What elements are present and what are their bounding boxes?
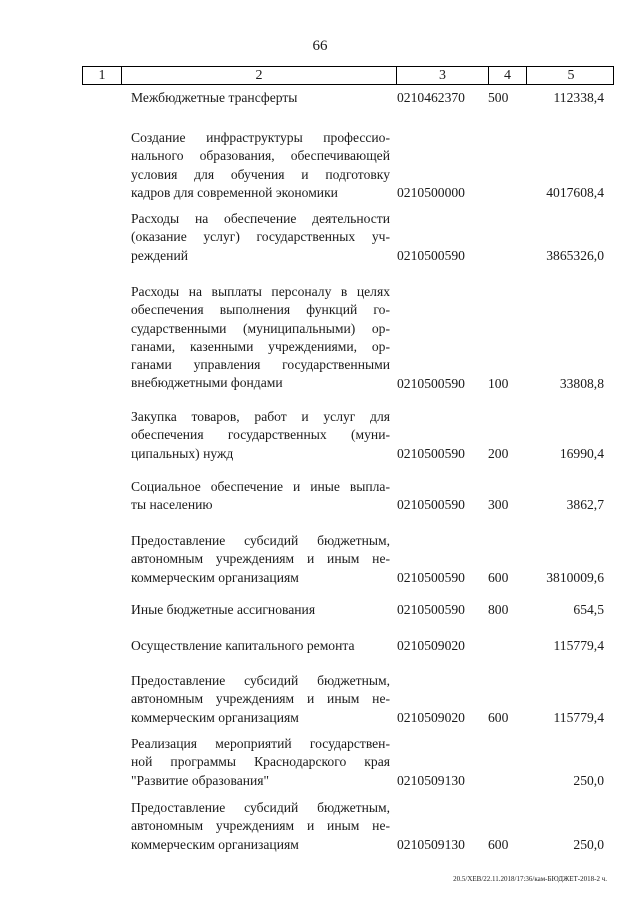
row-expense-type: 200: [488, 445, 509, 461]
row-amount: 654,5: [573, 602, 604, 617]
description-line: условия для обучения и подготовку: [131, 166, 390, 182]
description-line: Расходы на выплаты персоналу в целях: [131, 284, 390, 299]
row-description: [131, 601, 390, 619]
row-description: [131, 210, 390, 265]
row-description: [131, 89, 390, 107]
row-code: 0210509130: [397, 836, 465, 852]
row-code: 0210500590: [397, 602, 465, 617]
description-line: реждений: [131, 247, 188, 263]
description-line: внебюджетными фондами: [131, 375, 283, 391]
row-description: [131, 735, 390, 790]
row-expense-type: 500: [488, 90, 509, 105]
description-line: Осуществление капитального ремонта: [131, 638, 355, 653]
row-code: 0210509020: [397, 638, 465, 653]
row-description: [131, 637, 390, 655]
description-line: коммерческим организациям: [131, 709, 299, 725]
row-amount: 115779,4: [553, 638, 604, 653]
row-code: 0210500590: [397, 247, 465, 263]
description-line: ты населению: [131, 497, 213, 513]
description-line: обеспечения выполнения функций го-: [131, 302, 390, 318]
row-description: [131, 283, 390, 393]
description-line: ной программы Краснодарского края: [131, 754, 390, 770]
row-amount: 3862,7: [566, 497, 604, 513]
row-code: 0210500590: [397, 569, 465, 585]
description-line: автономным учреждениям и иным не-: [131, 818, 390, 834]
row-code: 0210500590: [397, 497, 465, 513]
row-amount: 3865326,0: [546, 247, 604, 263]
row-expense-type: 600: [488, 836, 509, 852]
row-code: 0210462370: [397, 90, 465, 105]
row-code: 0210500590: [397, 375, 465, 391]
row-description: [131, 799, 390, 854]
row-code: 0210500000: [397, 184, 465, 200]
row-amount: 4017608,4: [546, 184, 604, 200]
description-line: автономным учреждениям и иным не-: [131, 551, 390, 567]
row-amount: 33808,8: [559, 375, 604, 391]
row-code: 0210500590: [397, 445, 465, 461]
page-number: 66: [312, 38, 328, 54]
description-line: Создание инфраструктуры профессио-: [131, 130, 390, 145]
header-col-1: 1: [83, 67, 122, 84]
row-expense-type: 600: [488, 569, 509, 585]
description-line: Реализация мероприятий государствен-: [131, 736, 390, 751]
row-amount: 16990,4: [559, 445, 604, 461]
description-line: "Развитие образования": [131, 772, 270, 788]
description-line: Расходы на обеспечение деятельности: [131, 211, 390, 226]
description-line: Межбюджетные трансферты: [131, 90, 298, 105]
header-col-2: 2: [122, 67, 397, 84]
description-line: Предоставление субсидий бюджетным,: [131, 673, 390, 688]
description-line: кадров для современной экономики: [131, 184, 338, 200]
description-line: нального образования, обеспечивающей: [131, 148, 390, 164]
description-line: ганами, казенными учреждениями, ор-: [131, 338, 390, 354]
description-line: Иные бюджетные ассигнования: [131, 602, 316, 617]
header-col-3: 3: [397, 67, 489, 84]
row-description: [131, 672, 390, 727]
header-col-5: 5: [567, 68, 575, 83]
description-line: (оказание услуг) государственных уч-: [131, 229, 390, 245]
row-description: [131, 478, 390, 515]
row-expense-type: 600: [488, 709, 509, 725]
description-line: автономным учреждениям и иным не-: [131, 691, 390, 707]
row-amount: 250,0: [573, 836, 604, 852]
description-line: Предоставление субсидий бюджетным,: [131, 800, 390, 815]
description-line: коммерческим организациям: [131, 836, 299, 852]
row-description: [131, 408, 390, 463]
row-code: 0210509130: [397, 772, 465, 788]
description-line: сударственными (муниципальными) ор-: [131, 320, 390, 336]
footer-stamp: 20.5/ХЕВ/22.11.2018/17:36/кам-БЮДЖЕТ-2018-2 ч.: [453, 875, 607, 883]
row-amount: 115779,4: [553, 709, 604, 725]
row-code: 0210509020: [397, 709, 465, 725]
row-amount: 3810009,6: [546, 569, 604, 585]
row-expense-type: 300: [488, 497, 509, 513]
row-expense-type: 100: [488, 375, 509, 391]
row-description: [131, 532, 390, 587]
description-line: Закупка товаров, работ и услуг для: [131, 409, 390, 424]
description-line: обеспечения государственных (муни-: [131, 427, 390, 443]
description-line: Социальное обеспечение и иные выпла-: [131, 479, 390, 494]
description-line: коммерческим организациям: [131, 569, 299, 585]
row-amount: 250,0: [573, 772, 604, 788]
row-amount: 112338,4: [553, 90, 604, 105]
table-header: [82, 66, 614, 85]
row-expense-type: 800: [488, 602, 509, 617]
description-line: ципальных) нужд: [131, 445, 234, 461]
row-description: [131, 129, 390, 202]
description-line: ганами управления государственными: [131, 357, 390, 373]
header-col-4: 4: [489, 67, 527, 84]
description-line: Предоставление субсидий бюджетным,: [131, 533, 390, 548]
